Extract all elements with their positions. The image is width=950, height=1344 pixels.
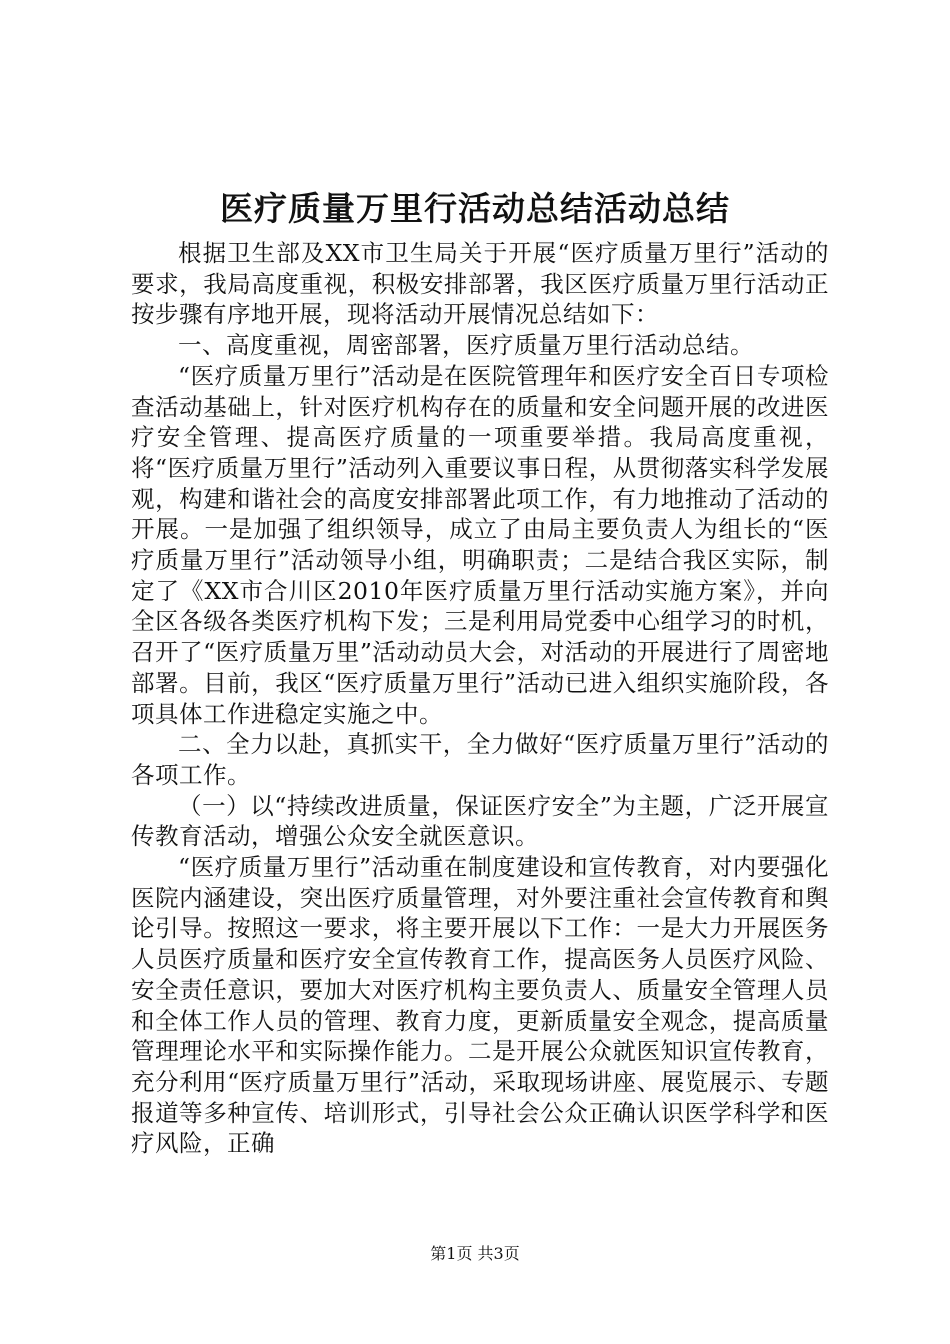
paragraph-intro: 根据卫生部及XX市卫生局关于开展“医疗质量万里行”活动的要求，我局高度重视，积极安排部署，我区医疗质量万里行活动正按步骤有序地开展，现将活动开展情况总结如下：: [131, 239, 829, 329]
document-body: [131, 238, 829, 1159]
document-title: 医疗质量万里行活动总结活动总结: [220, 189, 730, 228]
heading-subsection-1: （一）以“持续改进质量，保证医疗安全”为主题，广泛开展宣传教育活动，增强公众安全就医意识。: [131, 791, 829, 851]
heading-section-2: 二、全力以赴，真抓实干，全力做好“医疗质量万里行”活动的各项工作。: [131, 730, 829, 789]
paragraph-section-1: “医疗质量万里行”活动是在医院管理年和医疗安全百日专项检查活动基础上，针对医疗机构存在的质量和安全问题开展的改进医疗安全管理、提高医疗质量的一项重要举措。我局高度重视，将“医疗质量万里行”活动列入重要议事日程，从贯彻落实科学发展观，构建和谐社会的高度安排部署此项工作，有力地推动了活动的开展。一是加强了组织领导，成立了由局主要负责人为组长的“医疗质量万里行”活动领导小组，明确职责；二是结合我区实际，制定了《XX市合川区2010年医疗质量万里行活动实施方案》，并向全区各级各类医疗机构下发；三是利用局党委中心组学习的时机，召开了“医疗质量万里”活动动员大会，对活动的开展进行了周密地部署。目前，我区“医疗质量万里行”活动已进入组织实施阶段，各项具体工作进稳定实施之中。: [131, 361, 829, 728]
heading-section-1: 一、高度重视，周密部署，医疗质量万里行活动总结。: [178, 331, 754, 360]
paragraph-subsection-1: “医疗质量万里行”活动重在制度建设和宣传教育，对内要强化医院内涵建设，突出医疗质量管理，对外要注重社会宣传教育和舆论引导。按照这一要求，将主要开展以下工作：一是大力开展医务人员医疗质量和医疗安全宣传教育工作，提高医务人员医疗风险、安全责任意识，要加大对医疗机构主要负责人、质量安全管理人员和全体工作人员的管理、教育力度，更新质量安全观念，提高质量管理理论水平和实际操作能力。二是开展公众就医知识宣传教育，充分利用“医疗质量万里行”活动，采取现场讲座、展览展示、专题报道等多种宣传、培训形式，引导社会公众正确认识医学科学和医疗风险，正确: [131, 853, 829, 1158]
page-number-footer: 第1页 共3页: [430, 1244, 520, 1263]
